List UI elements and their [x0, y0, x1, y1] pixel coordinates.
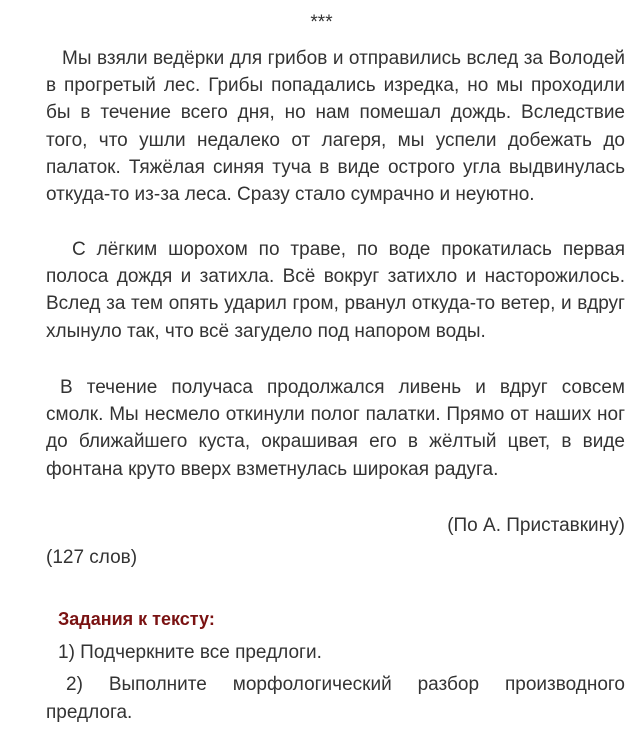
paragraph-1: Мы взяли ведёрки для грибов и отправились вслед за Володей в прогретый лес. Грибы попадались изредка, но мы проходили бы в течение всего дня, но нам помешал дождь. Вследствие того, что ушли недалеко от лагеря, мы успели добежать до палаток. Тяжёлая синяя туча в виде острого угла выдвинулась откуда-то из-за леса. Сразу стало сумрачно и неуютно. — [46, 48, 625, 206]
section-ornament: *** — [310, 12, 333, 33]
word-count: (127 слов) — [46, 547, 138, 568]
tasks-heading: Задания к тексту: — [58, 609, 215, 629]
task-item-2: 2) Выполните морфологический разбор производного предлога. — [46, 674, 625, 723]
paragraph-3: В течение получаса продолжался ливень и вдруг совсем смолк. Мы несмело откинули полог палатки. Прямо от наших ног до ближайшего куста, окрашивая его в жёлтый цвет, в виде фонтана круто вверх взметнулась широкая радуга. — [46, 377, 625, 480]
attribution: (По А. Приставкину) — [447, 515, 625, 536]
task-item-1: 1) Подчеркните все предлоги. — [58, 642, 322, 663]
paragraph-2: С лёгким шорохом по траве, по воде прокатилась первая полоса дождя и затихла. Всё вокруг затихло и насторожилось. Вслед за тем опять ударил гром, рванул откуда-то ветер, и вдруг хлынуло так, что всё загудело под напором воды. — [46, 239, 625, 342]
